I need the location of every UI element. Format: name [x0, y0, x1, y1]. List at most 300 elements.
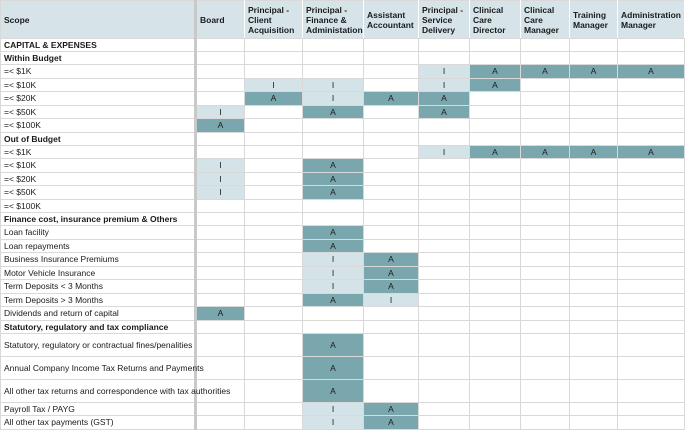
empty-cell[interactable] [470, 320, 521, 333]
empty-cell[interactable] [618, 52, 685, 65]
empty-cell[interactable] [245, 239, 303, 253]
empty-cell[interactable] [364, 320, 419, 333]
empty-cell[interactable] [470, 280, 521, 294]
empty-cell[interactable] [419, 226, 470, 240]
empty-cell[interactable] [470, 416, 521, 430]
row-label[interactable]: CAPITAL & EXPENSES [1, 39, 196, 52]
table-row [1, 65, 685, 79]
empty-cell[interactable] [618, 105, 685, 119]
empty-cell[interactable] [245, 132, 303, 145]
approve-cell[interactable]: A [303, 379, 364, 402]
row-label[interactable]: =< $100K [1, 199, 196, 213]
empty-cell[interactable] [245, 307, 303, 321]
empty-cell[interactable] [196, 416, 245, 430]
empty-cell[interactable] [364, 145, 419, 159]
approve-cell[interactable]: A [303, 356, 364, 379]
row-label[interactable]: Business Insurance Premiums [1, 253, 196, 267]
empty-cell[interactable] [618, 78, 685, 92]
column-header-principal-finance-administation: Principal - Finance & Administation [303, 1, 364, 39]
column-header-clinical-care-manager: Clinical Care Manager [521, 1, 570, 39]
empty-cell[interactable] [521, 333, 570, 356]
inform-cell[interactable]: I [196, 172, 245, 186]
empty-cell[interactable] [570, 356, 618, 379]
empty-cell[interactable] [570, 293, 618, 307]
empty-cell[interactable] [521, 172, 570, 186]
inform-cell[interactable]: I [196, 105, 245, 119]
row-label[interactable]: =< $100K [1, 119, 196, 133]
inform-cell[interactable]: I [303, 92, 364, 106]
empty-cell[interactable] [470, 379, 521, 402]
empty-cell[interactable] [196, 199, 245, 213]
empty-cell[interactable] [303, 199, 364, 213]
empty-cell[interactable] [521, 226, 570, 240]
empty-cell[interactable] [419, 213, 470, 226]
empty-cell[interactable] [364, 52, 419, 65]
row-label[interactable]: Payroll Tax / PAYG [1, 402, 196, 416]
empty-cell[interactable] [419, 280, 470, 294]
empty-cell[interactable] [419, 39, 470, 52]
empty-cell[interactable] [364, 199, 419, 213]
table-row [1, 293, 685, 307]
empty-cell[interactable] [618, 333, 685, 356]
section-row [1, 39, 685, 52]
empty-cell[interactable] [570, 92, 618, 106]
approve-cell[interactable]: A [303, 226, 364, 240]
empty-cell[interactable] [419, 239, 470, 253]
empty-cell[interactable] [196, 132, 245, 145]
empty-cell[interactable] [570, 213, 618, 226]
approve-cell[interactable]: A [245, 92, 303, 106]
table-row [1, 280, 685, 294]
empty-cell[interactable] [196, 293, 245, 307]
empty-cell[interactable] [521, 159, 570, 173]
inform-cell[interactable]: I [303, 253, 364, 267]
empty-cell[interactable] [521, 119, 570, 133]
empty-cell[interactable] [570, 132, 618, 145]
empty-cell[interactable] [570, 402, 618, 416]
approve-cell[interactable]: A [618, 145, 685, 159]
empty-cell[interactable] [618, 379, 685, 402]
empty-cell[interactable] [521, 253, 570, 267]
empty-cell[interactable] [419, 333, 470, 356]
table-row [1, 379, 685, 402]
empty-cell[interactable] [303, 65, 364, 79]
approve-cell[interactable]: A [470, 145, 521, 159]
empty-cell[interactable] [470, 402, 521, 416]
inform-cell[interactable]: I [419, 145, 470, 159]
empty-cell[interactable] [521, 307, 570, 321]
row-label[interactable]: All other tax payments (GST) [1, 416, 196, 430]
empty-cell[interactable] [196, 239, 245, 253]
empty-cell[interactable] [618, 119, 685, 133]
empty-cell[interactable] [470, 172, 521, 186]
empty-cell[interactable] [303, 39, 364, 52]
empty-cell[interactable] [618, 293, 685, 307]
approve-cell[interactable]: A [618, 65, 685, 79]
empty-cell[interactable] [521, 213, 570, 226]
row-label[interactable]: =< $20K [1, 172, 196, 186]
empty-cell[interactable] [570, 307, 618, 321]
empty-cell[interactable] [470, 199, 521, 213]
row-label[interactable]: Finance cost, insurance premium & Others [1, 213, 196, 226]
column-header-board: Board [196, 1, 245, 39]
approve-cell[interactable]: A [570, 145, 618, 159]
empty-cell[interactable] [196, 320, 245, 333]
empty-cell[interactable] [521, 320, 570, 333]
empty-cell[interactable] [521, 379, 570, 402]
empty-cell[interactable] [196, 333, 245, 356]
empty-cell[interactable] [303, 213, 364, 226]
empty-cell[interactable] [196, 253, 245, 267]
empty-cell[interactable] [618, 253, 685, 267]
empty-cell[interactable] [245, 266, 303, 280]
approve-cell[interactable]: A [364, 266, 419, 280]
empty-cell[interactable] [196, 280, 245, 294]
empty-cell[interactable] [521, 52, 570, 65]
empty-cell[interactable] [521, 266, 570, 280]
empty-cell[interactable] [470, 213, 521, 226]
empty-cell[interactable] [245, 172, 303, 186]
column-header-administration-manager: Administration Manager [618, 1, 685, 39]
empty-cell[interactable] [470, 105, 521, 119]
empty-cell[interactable] [570, 172, 618, 186]
table-row [1, 145, 685, 159]
empty-cell[interactable] [419, 356, 470, 379]
empty-cell[interactable] [618, 280, 685, 294]
empty-cell[interactable] [570, 226, 618, 240]
row-label[interactable]: Statutory, regulatory or contractual fines/penalities [1, 333, 196, 356]
approve-cell[interactable]: A [570, 65, 618, 79]
approve-cell[interactable]: A [364, 92, 419, 106]
empty-cell[interactable] [364, 159, 419, 173]
table-row [1, 307, 685, 321]
empty-cell[interactable] [570, 280, 618, 294]
empty-cell[interactable] [521, 186, 570, 200]
table-row [1, 186, 685, 200]
empty-cell[interactable] [470, 52, 521, 65]
empty-cell[interactable] [570, 39, 618, 52]
empty-cell[interactable] [245, 379, 303, 402]
empty-cell[interactable] [196, 213, 245, 226]
table-row [1, 78, 685, 92]
empty-cell[interactable] [245, 39, 303, 52]
empty-cell[interactable] [196, 92, 245, 106]
empty-cell[interactable] [419, 132, 470, 145]
approve-cell[interactable]: A [364, 253, 419, 267]
empty-cell[interactable] [364, 356, 419, 379]
column-header-assistant-accountant: Assistant Accountant [364, 1, 419, 39]
empty-cell[interactable] [470, 356, 521, 379]
empty-cell[interactable] [245, 105, 303, 119]
row-label[interactable]: =< $10K [1, 78, 196, 92]
table-row [1, 119, 685, 133]
row-label[interactable]: =< $1K [1, 65, 196, 79]
approve-cell[interactable]: A [364, 416, 419, 430]
empty-cell[interactable] [196, 402, 245, 416]
empty-cell[interactable] [303, 52, 364, 65]
inform-cell[interactable]: I [303, 280, 364, 294]
empty-cell[interactable] [570, 253, 618, 267]
empty-cell[interactable] [245, 65, 303, 79]
empty-cell[interactable] [245, 52, 303, 65]
inform-cell[interactable]: I [419, 78, 470, 92]
row-label[interactable]: Dividends and return of capital [1, 307, 196, 321]
empty-cell[interactable] [570, 78, 618, 92]
approve-cell[interactable]: A [303, 186, 364, 200]
empty-cell[interactable] [618, 213, 685, 226]
empty-cell[interactable] [618, 402, 685, 416]
approve-cell[interactable]: A [196, 307, 245, 321]
empty-cell[interactable] [303, 320, 364, 333]
table-row [1, 159, 685, 173]
approve-cell[interactable]: A [196, 119, 245, 133]
empty-cell[interactable] [570, 320, 618, 333]
empty-cell[interactable] [245, 356, 303, 379]
empty-cell[interactable] [419, 416, 470, 430]
empty-cell[interactable] [618, 199, 685, 213]
table-row [1, 333, 685, 356]
empty-cell[interactable] [521, 280, 570, 294]
table-row [1, 253, 685, 267]
empty-cell[interactable] [196, 145, 245, 159]
empty-cell[interactable] [303, 119, 364, 133]
empty-cell[interactable] [570, 266, 618, 280]
empty-cell[interactable] [470, 92, 521, 106]
empty-cell[interactable] [618, 159, 685, 173]
inform-cell[interactable]: I [303, 416, 364, 430]
approve-cell[interactable]: A [303, 239, 364, 253]
empty-cell[interactable] [196, 52, 245, 65]
empty-cell[interactable] [245, 416, 303, 430]
inform-cell[interactable]: I [303, 266, 364, 280]
empty-cell[interactable] [196, 266, 245, 280]
empty-cell[interactable] [618, 266, 685, 280]
empty-cell[interactable] [364, 213, 419, 226]
empty-cell[interactable] [470, 159, 521, 173]
approve-cell[interactable]: A [419, 92, 470, 106]
empty-cell[interactable] [196, 78, 245, 92]
empty-cell[interactable] [364, 65, 419, 79]
subsection-row [1, 213, 685, 226]
empty-cell[interactable] [570, 379, 618, 402]
table-row [1, 92, 685, 106]
empty-cell[interactable] [196, 65, 245, 79]
row-label[interactable]: Term Deposits < 3 Months [1, 280, 196, 294]
empty-cell[interactable] [521, 92, 570, 106]
empty-cell[interactable] [570, 416, 618, 430]
row-label[interactable]: Out of Budget [1, 132, 196, 145]
inform-cell[interactable]: I [196, 186, 245, 200]
empty-cell[interactable] [618, 172, 685, 186]
row-label[interactable]: Loan facility [1, 226, 196, 240]
empty-cell[interactable] [364, 307, 419, 321]
empty-cell[interactable] [364, 78, 419, 92]
empty-cell[interactable] [196, 39, 245, 52]
empty-cell[interactable] [618, 92, 685, 106]
empty-cell[interactable] [521, 105, 570, 119]
approve-cell[interactable]: A [303, 172, 364, 186]
empty-cell[interactable] [618, 239, 685, 253]
empty-cell[interactable] [521, 293, 570, 307]
empty-cell[interactable] [570, 186, 618, 200]
empty-cell[interactable] [364, 39, 419, 52]
empty-cell[interactable] [419, 119, 470, 133]
empty-cell[interactable] [245, 226, 303, 240]
empty-cell[interactable] [245, 293, 303, 307]
empty-cell[interactable] [364, 119, 419, 133]
empty-cell[interactable] [419, 320, 470, 333]
empty-cell[interactable] [364, 132, 419, 145]
table-row [1, 402, 685, 416]
empty-cell[interactable] [521, 78, 570, 92]
table-row [1, 416, 685, 430]
empty-cell[interactable] [570, 159, 618, 173]
inform-cell[interactable]: I [196, 159, 245, 173]
empty-cell[interactable] [196, 226, 245, 240]
row-label[interactable]: =< $20K [1, 92, 196, 106]
empty-cell[interactable] [618, 307, 685, 321]
empty-cell[interactable] [618, 186, 685, 200]
empty-cell[interactable] [470, 132, 521, 145]
empty-cell[interactable] [419, 253, 470, 267]
approve-cell[interactable]: A [364, 280, 419, 294]
approve-cell[interactable]: A [470, 78, 521, 92]
inform-cell[interactable]: I [245, 78, 303, 92]
approve-cell[interactable]: A [521, 145, 570, 159]
row-label[interactable]: =< $10K [1, 159, 196, 173]
empty-cell[interactable] [419, 379, 470, 402]
empty-cell[interactable] [618, 416, 685, 430]
empty-cell[interactable] [570, 119, 618, 133]
empty-cell[interactable] [419, 402, 470, 416]
empty-cell[interactable] [364, 186, 419, 200]
approve-cell[interactable]: A [303, 105, 364, 119]
empty-cell[interactable] [521, 199, 570, 213]
empty-cell[interactable] [245, 402, 303, 416]
empty-cell[interactable] [419, 307, 470, 321]
empty-cell[interactable] [245, 213, 303, 226]
empty-cell[interactable] [470, 39, 521, 52]
empty-cell[interactable] [364, 172, 419, 186]
empty-cell[interactable] [570, 52, 618, 65]
empty-cell[interactable] [521, 356, 570, 379]
empty-cell[interactable] [303, 307, 364, 321]
empty-cell[interactable] [470, 226, 521, 240]
empty-cell[interactable] [419, 52, 470, 65]
approve-cell[interactable]: A [303, 293, 364, 307]
empty-cell[interactable] [419, 293, 470, 307]
column-header-scope: Scope [1, 1, 196, 39]
empty-cell[interactable] [245, 333, 303, 356]
empty-cell[interactable] [570, 199, 618, 213]
empty-cell[interactable] [303, 145, 364, 159]
table-row [1, 226, 685, 240]
empty-cell[interactable] [419, 266, 470, 280]
approve-cell[interactable]: A [364, 402, 419, 416]
empty-cell[interactable] [245, 199, 303, 213]
empty-cell[interactable] [245, 280, 303, 294]
empty-cell[interactable] [245, 320, 303, 333]
approve-cell[interactable]: A [303, 159, 364, 173]
row-label[interactable]: All other tax returns and correspondence with tax authorities [1, 379, 196, 402]
row-label[interactable]: Within Budget [1, 52, 196, 65]
header-row [1, 1, 685, 39]
subsection-row [1, 52, 685, 65]
empty-cell[interactable] [570, 105, 618, 119]
empty-cell[interactable] [470, 266, 521, 280]
row-label[interactable]: =< $50K [1, 186, 196, 200]
empty-cell[interactable] [618, 226, 685, 240]
approve-cell[interactable]: A [419, 105, 470, 119]
inform-cell[interactable]: I [303, 402, 364, 416]
empty-cell[interactable] [521, 132, 570, 145]
empty-cell[interactable] [470, 119, 521, 133]
empty-cell[interactable] [364, 379, 419, 402]
inform-cell[interactable]: I [364, 293, 419, 307]
row-label[interactable]: Motor Vehicle Insurance [1, 266, 196, 280]
empty-cell[interactable] [419, 199, 470, 213]
column-header-principal-service-delivery: Principal - Service Delivery [419, 1, 470, 39]
row-label[interactable]: Statutory, regulatory and tax compliance [1, 320, 196, 333]
empty-cell[interactable] [364, 226, 419, 240]
empty-cell[interactable] [521, 416, 570, 430]
empty-cell[interactable] [470, 307, 521, 321]
empty-cell[interactable] [618, 356, 685, 379]
approve-cell[interactable]: A [470, 65, 521, 79]
inform-cell[interactable]: I [303, 78, 364, 92]
empty-cell[interactable] [470, 293, 521, 307]
empty-cell[interactable] [618, 132, 685, 145]
row-label[interactable]: Loan repayments [1, 239, 196, 253]
empty-cell[interactable] [521, 239, 570, 253]
empty-cell[interactable] [521, 402, 570, 416]
row-label[interactable]: Term Deposits > 3 Months [1, 293, 196, 307]
empty-cell[interactable] [470, 333, 521, 356]
empty-cell[interactable] [364, 105, 419, 119]
empty-cell[interactable] [245, 253, 303, 267]
empty-cell[interactable] [570, 239, 618, 253]
inform-cell[interactable]: I [419, 65, 470, 79]
empty-cell[interactable] [245, 145, 303, 159]
empty-cell[interactable] [470, 186, 521, 200]
row-label[interactable]: =< $50K [1, 105, 196, 119]
empty-cell[interactable] [245, 159, 303, 173]
subsection-row [1, 132, 685, 145]
column-header-clinical-care-director: Clinical Care Director [470, 1, 521, 39]
empty-cell[interactable] [364, 239, 419, 253]
empty-cell[interactable] [419, 172, 470, 186]
row-label[interactable]: Annual Company Income Tax Returns and Payments [1, 356, 196, 379]
empty-cell[interactable] [303, 132, 364, 145]
empty-cell[interactable] [419, 186, 470, 200]
approve-cell[interactable]: A [303, 333, 364, 356]
empty-cell[interactable] [364, 333, 419, 356]
empty-cell[interactable] [618, 39, 685, 52]
table-row [1, 239, 685, 253]
empty-cell[interactable] [570, 333, 618, 356]
empty-cell[interactable] [245, 186, 303, 200]
empty-cell[interactable] [245, 119, 303, 133]
empty-cell[interactable] [618, 320, 685, 333]
subsection-row [1, 320, 685, 333]
approve-cell[interactable]: A [521, 65, 570, 79]
empty-cell[interactable] [470, 253, 521, 267]
row-label[interactable]: =< $1K [1, 145, 196, 159]
empty-cell[interactable] [419, 159, 470, 173]
empty-cell[interactable] [521, 39, 570, 52]
table-row [1, 266, 685, 280]
empty-cell[interactable] [470, 239, 521, 253]
